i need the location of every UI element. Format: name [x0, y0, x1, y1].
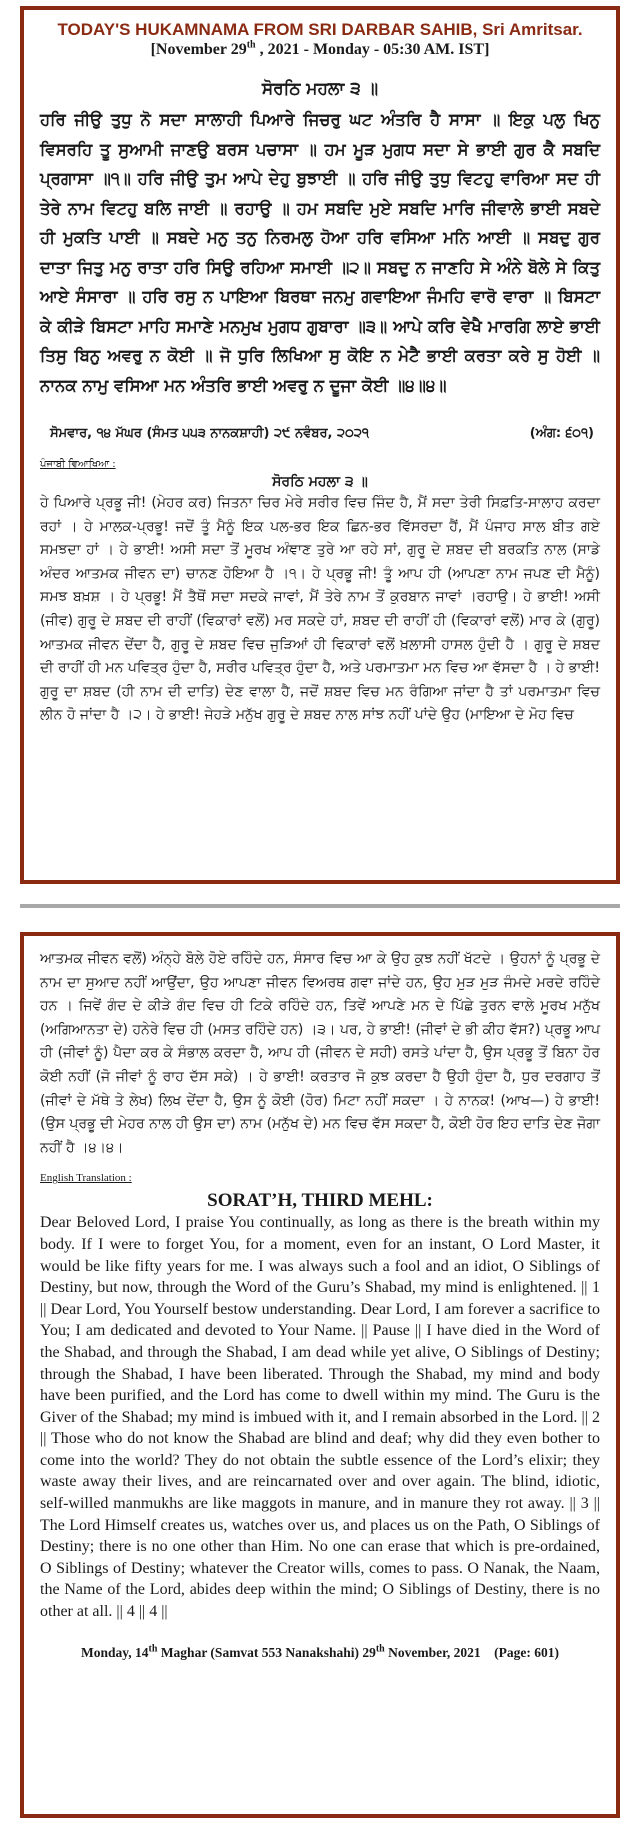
- dateline-page: (ਅੰਗ: ੬੦੧): [529, 426, 594, 441]
- english-label: English Translation :: [40, 1172, 132, 1185]
- punjabi-label: ਪੰਜਾਬੀ ਵਿਆਖਿਆ :: [40, 459, 116, 470]
- punjabi-text-part1: ਹੇ ਪਿਆਰੇ ਪ੍ਰਭੂ ਜੀ! (ਮੇਹਰ ਕਰ) ਜਿਤਨਾ ਚਿਰ ਮੇਰੇ ਸਰੀਰ ਵਿਚ ਜਿੰਦ ਹੈ, ਮੈਂ ਸਦਾ ਤੇਰੀ ਸਿਫ਼ਤਿ-ਸਾਲਾਹ ਕਰਦਾ ਰਹਾਂ । ਹੇ ਮਾਲਕ-ਪ੍ਰਭੂ! ਜਦੋਂ ਤੂੰ ਮੈਨੂੰ ਇਕ ਪਲ-ਭਰ ਇਕ ਛਿਨ-ਭਰ ਵਿੱਸਰਦਾ ਹੈਂ, ਮੈਂ ਪੰਜਾਹ ਸਾਲ ਬੀਤ ਗਏ ਸਮਝਦਾ ਹਾਂ । ਹੇ ਭਾਈ! ਅਸੀ ਸਦਾ ਤੋਂ ਮੂਰਖ ਅੰਞਾਣ ਤੁਰੇ ਆ ਰਹੇ ਸਾਂ, ਗੁਰੂ ਦੇ ਸ਼ਬਦ ਦੀ ਬਰਕਤਿ ਨਾਲ (ਸਾਡੇ ਅੰਦਰ ਆਤਮਕ ਜੀਵਨ ਦਾ) ਚਾਨਣ ਹੋਇਆ ਹੈ ।੧। ਹੇ ਪ੍ਰਭੂ ਜੀ! ਤੂੰ ਆਪ ਹੀ (ਆਪਣਾ ਨਾਮ ਜਪਣ ਦੀ ਮੈਨੂੰ) ਸਮਝ ਬਖ਼ਸ਼ । ਹੇ ਪ੍ਰਭੂ! ਮੈਂ ਤੈਥੋਂ ਸਦਾ ਸਦਕੇ ਜਾਵਾਂ, ਮੈਂ ਤੇਰੇ ਨਾਮ ਤੋਂ ਕੁਰਬਾਨ ਜਾਵਾਂ ।ਰਹਾਉ। ਹੇ ਭਾਈ! ਅਸੀ (ਜੀਵ) ਗੁਰੂ ਦੇ ਸ਼ਬਦ ਦੀ ਰਾਹੀਂ (ਵਿਕਾਰਾਂ ਵਲੋਂ) ਮਰ ਸਕਦੇ ਹਾਂ, ਸ਼ਬਦ ਦੀ ਰਾਹੀਂ ਹੀ (ਵਿਕਾਰਾਂ ਵਲੋਂ) ਮਾਰ ਕੇ (ਗੁਰੂ) ਆਤਮਕ ਜੀਵਨ ਦੇਂਦਾ ਹੈ, ਗੁਰੂ ਦੇ ਸ਼ਬਦ ਵਿਚ ਜੁੜਿਆਂ ਹੀ ਵਿਕਾਰਾਂ ਵਲੋਂ ਖ਼ਲਾਸੀ ਹਾਸਲ ਹੁੰਦੀ ਹੈ । ਗੁਰੂ ਦੇ ਸ਼ਬਦ ਦੀ ਰਾਹੀਂ ਹੀ ਮਨ ਪਵਿਤ੍ਰ ਹੁੰਦਾ ਹੈ, ਸਰੀਰ ਪਵਿਤ੍ਰ ਹੁੰਦਾ ਹੈ, ਅਤੇ ਪਰਮਾਤਮਾ ਮਨ ਵਿਚ ਆ ਵੱਸਦਾ ਹੈ । ਹੇ ਭਾਈ! ਗੁਰੂ ਦਾ ਸ਼ਬਦ (ਹੀ ਨਾਮ ਦੀ ਦਾਤਿ) ਦੇਣ ਵਾਲਾ ਹੈ, ਜਦੋਂ ਸ਼ਬਦ ਵਿਚ ਮਨ ਰੰਗਿਆ ਜਾਂਦਾ ਹੈ ਤਾਂ ਪਰਮਾਤਮਾ ਵਿਚ ਲੀਨ ਹੋ ਜਾਂਦਾ ਹੈ ।੨। ਹੇ ਭਾਈ! ਜੇਹੜੇ ਮਨੁੱਖ ਗੁਰੂ ਦੇ ਸ਼ਬਦ ਨਾਲ ਸਾਂਝ ਨਹੀਂ ਪਾਂਦੇ ਉਹ (ਮਾਇਆ ਦੇ ਮੋਹ ਵਿਚ: [40, 495, 600, 724]
- gurbani-heading: ਸੋਰਠਿ ਮਹਲਾ ੩ ॥: [261, 79, 379, 99]
- dateline-date: ਸੋਮਵਾਰ, ੧੪ ਮੱਘਰ (ਸੰਮਤ ੫੫੩ ਨਾਨਕਸ਼ਾਹੀ) ੨੯ ਨਵੰਬਰ, ੨੦੨੧: [50, 426, 369, 441]
- punjabi-heading: ਸੋਰਠਿ ਮਹਲਾ ੩ ॥: [272, 474, 368, 490]
- footer-sup: th: [148, 1643, 158, 1655]
- hukamnama-page-2: [20, 932, 620, 1818]
- footer-suffix: Maghar (Samvat 553 Nanakshahi) 29: [157, 1644, 376, 1660]
- date-prefix: [November 29: [150, 41, 247, 58]
- punjabi-dateline: [40, 426, 600, 441]
- footer-suffix2: November, 2021: [384, 1644, 481, 1660]
- gurbani-text: ਹਰਿ ਜੀਉ ਤੁਧੁ ਨੋ ਸਦਾ ਸਾਲਾਹੀ ਪਿਆਰੇ ਜਿਚਰੁ ਘਟ ਅੰਤਰਿ ਹੈ ਸਾਸਾ ॥ ਇਕੁ ਪਲੁ ਖਿਨੁ ਵਿਸਰਹਿ ਤੂ ਸੁਆਮੀ ਜਾਣਉ ਬਰਸ ਪਚਾਸਾ ॥ ਹਮ ਮੂੜ ਮੁਗਧ ਸਦਾ ਸੇ ਭਾਈ ਗੁਰ ਕੈ ਸਬਦਿ ਪ੍ਰਗਾਸਾ ॥੧॥ ਹਰਿ ਜੀਉ ਤੁਮ ਆਪੇ ਦੇਹੁ ਬੁਝਾਈ ॥ ਹਰਿ ਜੀਉ ਤੁਧੁ ਵਿਟਹੁ ਵਾਰਿਆ ਸਦ ਹੀ ਤੇਰੇ ਨਾਮ ਵਿਟਹੁ ਬਲਿ ਜਾਈ ॥ ਰਹਾਉ ॥ ਹਮ ਸਬਦਿ ਮੁਏ ਸਬਦਿ ਮਾਰਿ ਜੀਵਾਲੇ ਭਾਈ ਸਬਦੇ ਹੀ ਮੁਕਤਿ ਪਾਈ ॥ ਸਬਦੇ ਮਨੁ ਤਨੁ ਨਿਰਮਲੁ ਹੋਆ ਹਰਿ ਵਸਿਆ ਮਨਿ ਆਈ ॥ ਸਬਦੁ ਗੁਰ ਦਾਤਾ ਜਿਤੁ ਮਨੁ ਰਾਤਾ ਹਰਿ ਸਿਉ ਰਹਿਆ ਸਮਾਈ ॥੨॥ ਸਬਦੁ ਨ ਜਾਣਹਿ ਸੇ ਅੰਨੇ ਬੋਲੇ ਸੇ ਕਿਤੁ ਆਏ ਸੰਸਾਰਾ ॥ ਹਰਿ ਰਸੁ ਨ ਪਾਇਆ ਬਿਰਥਾ ਜਨਮੁ ਗਵਾਇਆ ਜੰਮਹਿ ਵਾਰੋ ਵਾਰਾ ॥ ਬਿਸਟਾ ਕੇ ਕੀੜੇ ਬਿਸਟਾ ਮਾਹਿ ਸਮਾਣੇ ਮਨਮੁਖ ਮੁਗਧ ਗੁਬਾਰਾ ॥੩॥ ਆਪੇ ਕਰਿ ਵੇਖੈ ਮਾਰਗਿ ਲਾਏ ਭਾਈ ਤਿਸੁ ਬਿਨੁ ਅਵਰੁ ਨ ਕੋਈ ॥ ਜੋ ਧੁਰਿ ਲਿਖਿਆ ਸੁ ਕੋਇ ਨ ਮੇਟੈ ਭਾਈ ਕਰਤਾ ਕਰੇ ਸੁ ਹੋਈ ॥ ਨਾਨਕ ਨਾਮੁ ਵਸਿਆ ਮਨ ਅੰਤਰਿ ਭਾਈ ਅਵਰੁ ਨ ਦੂਜਾ ਕੋਈ ॥੪॥੪॥: [40, 110, 600, 395]
- footer-prefix: Monday, 14: [81, 1644, 149, 1660]
- english-text: Dear Beloved Lord, I praise You continually, as long as there is the breath within my body. If I were to forget You, for a moment, even for an instant, O Lord Master, it would be like fifty years for me. I was always such a fool and an idiot, O Siblings of Destiny, but now, through the Word of the Guru’s Shabad, my mind is enlightened. || 1 || Dear Lord, You Yourself bestow understanding. Dear Lord, I am forever a sacrifice to You; I am dedicated and devoted to Your Name. || Pause || I have died in the Word of the Shabad, and through the Shabad, I am dead while yet alive, O Siblings of Destiny; through the Shabad, I have been liberated. Through the Shabad, my mind and body have been purified, and the Lord has come to dwell within my mind. The Guru is the Giver of the Shabad; my mind is imbued with it, and I remain absorbed in the Lord. || 2 || Those who do not know the Shabad are blind and deaf; why did they even bother to come into the world? They do not obtain the subtle essence of the Lord’s elixir; they waste away their lives, and are reincarnated over and over again. The blind, idiotic, self-willed manmukhs are like maggots in manure, and in manure they rot away. || 3 || The Lord Himself creates us, watches over us, and places us on the Path, O Siblings of Destiny; there is no one other than Him. No one can erase that which is pre-ordained, O Siblings of Destiny; whatever the Creator wills, comes to pass. O Nanak, the Naam, the Name of the Lord, abides deep within the mind; O Siblings of Destiny, there is no other at all. || 4 || 4 ||: [40, 1214, 600, 1621]
- footer-date: [40, 1645, 600, 1661]
- date-sup: th: [246, 39, 256, 51]
- english-heading: SORAT’H, THIRD MEHL:: [207, 1190, 433, 1212]
- header-date: [40, 41, 600, 59]
- hukamnama-page-1: [20, 6, 620, 884]
- date-suffix: , 2021 - Monday - 05:30 AM. IST]: [255, 41, 490, 58]
- page-title: TODAY'S HUKAMNAMA FROM SRI DARBAR SAHIB, Sri Amritsar.: [57, 20, 583, 39]
- footer-sup2: th: [375, 1643, 385, 1655]
- punjabi-text-part2: ਆਤਮਕ ਜੀਵਨ ਵਲੋਂ) ਅੰਨ੍ਹੇ ਬੋਲੇ ਹੋਏ ਰਹਿੰਦੇ ਹਨ, ਸੰਸਾਰ ਵਿਚ ਆ ਕੇ ਉਹ ਕੁਝ ਨਹੀਂ ਖੱਟਦੇ । ਉਹਨਾਂ ਨੂੰ ਪ੍ਰਭੂ ਦੇ ਨਾਮ ਦਾ ਸੁਆਦ ਨਹੀਂ ਆਉਂਦਾ, ਉਹ ਆਪਣਾ ਜੀਵਨ ਵਿਅਰਥ ਗਵਾ ਜਾਂਦੇ ਹਨ, ਉਹ ਮੁੜ ਮੁੜ ਜੰਮਦੇ ਮਰਦੇ ਰਹਿੰਦੇ ਹਨ । ਜਿਵੇਂ ਗੰਦ ਦੇ ਕੀੜੇ ਗੰਦ ਵਿਚ ਹੀ ਟਿਕੇ ਰਹਿੰਦੇ ਹਨ, ਤਿਵੇਂ ਆਪਣੇ ਮਨ ਦੇ ਪਿੱਛੇ ਤੁਰਨ ਵਾਲੇ ਮੂਰਖ ਮਨੁੱਖ (ਅਗਿਆਨਤਾ ਦੇ) ਹਨੇਰੇ ਵਿਚ ਹੀ (ਮਸਤ ਰਹਿੰਦੇ ਹਨ) ।੩। ਪਰ, ਹੇ ਭਾਈ! (ਜੀਵਾਂ ਦੇ ਭੀ ਕੀਹ ਵੱਸ?) ਪ੍ਰਭੂ ਆਪ ਹੀ (ਜੀਵਾਂ ਨੂੰ) ਪੈਦਾ ਕਰ ਕੇ ਸੰਭਾਲ ਕਰਦਾ ਹੈ, ਆਪ ਹੀ (ਜੀਵਨ ਦੇ ਸਹੀ) ਰਸਤੇ ਪਾਂਦਾ ਹੈ, ਉਸ ਪ੍ਰਭੂ ਤੋਂ ਬਿਨਾ ਹੋਰ ਕੋਈ ਨਹੀਂ (ਜੋ ਜੀਵਾਂ ਨੂੰ ਰਾਹ ਦੱਸ ਸਕੇ) । ਹੇ ਭਾਈ! ਕਰਤਾਰ ਜੋ ਕੁਝ ਕਰਦਾ ਹੈ ਉਹੀ ਹੁੰਦਾ ਹੈ, ਧੁਰ ਦਰਗਾਹ ਤੋਂ (ਜੀਵਾਂ ਦੇ ਮੱਥੇ ਤੇ ਲੇਖ) ਲਿਖ ਦੇਂਦਾ ਹੈ, ਉਸ ਨੂੰ ਕੋਈ (ਹੋਰ) ਮਿਟਾ ਨਹੀਂ ਸਕਦਾ । ਹੇ ਨਾਨਕ! (ਆਖ—) ਹੇ ਭਾਈ! (ਉਸ ਪ੍ਰਭੂ ਦੀ ਮੇਹਰ ਨਾਲ ਹੀ ਉਸ ਦਾ) ਨਾਮ (ਮਨੁੱਖ ਦੇ) ਮਨ ਵਿਚ ਵੱਸ ਸਕਦਾ ਹੈ, ਕੋਈ ਹੋਰ ਇਹ ਦਾਤਿ ਦੇਣ ਜੋਗਾ ਨਹੀਂ ਹੈ ।੪।੪।: [40, 951, 600, 1156]
- footer-page: (Page: 601): [494, 1644, 559, 1660]
- page-separator: [20, 904, 620, 908]
